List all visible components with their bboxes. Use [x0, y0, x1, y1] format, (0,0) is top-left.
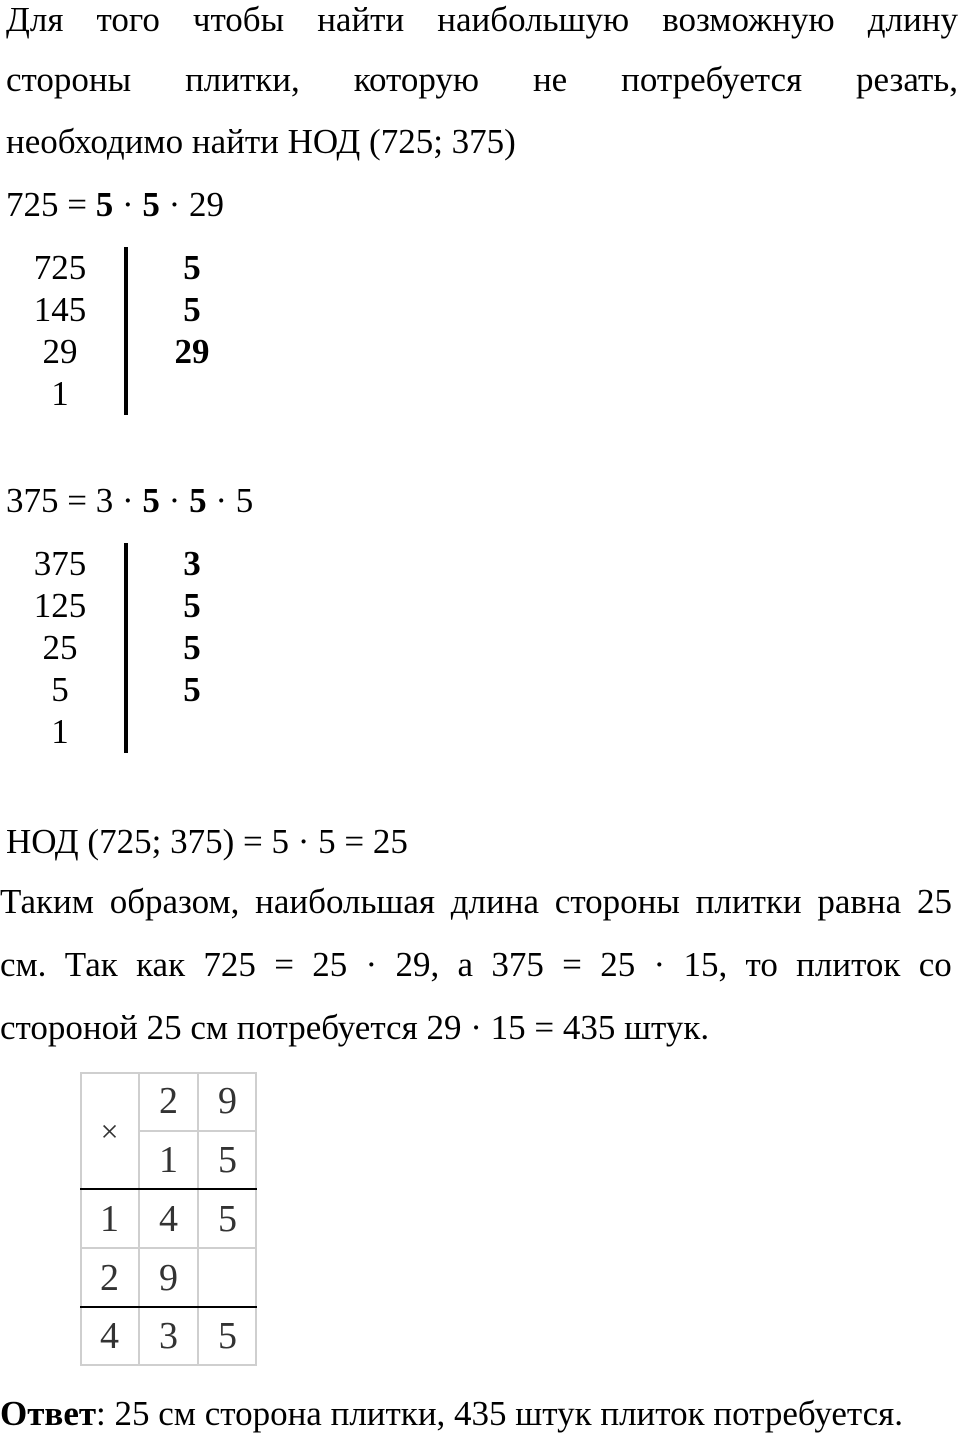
word: возможную — [662, 0, 835, 39]
divider-line — [124, 247, 128, 415]
word: найти — [317, 0, 405, 39]
digit-cell: 1 — [100, 1198, 119, 1240]
word: см. — [0, 945, 47, 984]
word: чтобы — [192, 0, 285, 39]
word: образом, — [109, 882, 240, 921]
column-multiplication — [80, 1072, 257, 1366]
word: Так — [64, 945, 118, 984]
word: 25 — [312, 945, 348, 984]
digit-cell: 4 — [100, 1315, 119, 1357]
word: 15, — [683, 945, 728, 984]
word: то — [745, 945, 778, 984]
word: = — [562, 945, 582, 984]
word: 725 — [203, 945, 256, 984]
eq-text: · 5 — [206, 481, 254, 520]
conclusion-line-3: стороной 25 см потребуется 29 · 15 = 435 штук. — [0, 1008, 710, 1047]
eq-text: · — [159, 481, 190, 520]
word: наибольшая — [255, 882, 435, 921]
word: потребуется — [621, 60, 803, 99]
word: 29, — [395, 945, 440, 984]
dividend: 5 — [51, 670, 69, 709]
word: не — [532, 60, 568, 99]
prime-factor: 5 — [183, 628, 201, 667]
word: 25 — [600, 945, 636, 984]
digit-cell — [198, 1249, 257, 1308]
digit-cell: 5 — [218, 1315, 237, 1357]
eq-factor: 5 — [189, 481, 207, 520]
dividend: 145 — [33, 290, 87, 329]
word: наибольшую — [437, 0, 630, 39]
prime-factor: 5 — [183, 248, 201, 287]
equation-725 — [6, 185, 224, 225]
eq-factor: 5 — [142, 185, 160, 224]
word: плитки, — [185, 60, 300, 99]
word: которую — [353, 60, 480, 99]
digit-cell: 4 — [159, 1198, 178, 1240]
word: = — [274, 945, 294, 984]
times-sign: × — [100, 1113, 119, 1149]
word: · — [653, 945, 666, 984]
digit-cell: 5 — [218, 1139, 237, 1181]
word: длину — [867, 0, 958, 39]
conclusion-line-2 — [0, 945, 952, 985]
word: плитки — [695, 882, 802, 921]
intro-line-3: необходимо найти НОД (725; 375) — [6, 122, 516, 161]
dividend: 29 — [42, 332, 78, 371]
word: 375 — [491, 945, 544, 984]
dividend: 375 — [33, 544, 87, 583]
word: того — [96, 0, 160, 39]
intro-line-1 — [6, 0, 958, 40]
word: длина — [450, 882, 540, 921]
word: равна — [817, 882, 902, 921]
digit-cell: 1 — [159, 1139, 178, 1181]
digit-cell: 9 — [159, 1257, 178, 1299]
word: Таким — [0, 882, 94, 921]
word: плиток — [796, 945, 901, 984]
dividend: 125 — [33, 586, 87, 625]
answer-text: : 25 см сторона плитки, 435 штук плиток потребуется. — [96, 1394, 904, 1433]
word: Для — [6, 0, 64, 39]
digit-cell: 9 — [218, 1080, 237, 1122]
divider-line — [124, 543, 128, 753]
word: 25 — [916, 882, 952, 921]
word: · — [365, 945, 378, 984]
word: а — [457, 945, 474, 984]
word: стороны — [554, 882, 680, 921]
eq-text: 375 = 3 · — [6, 481, 143, 520]
eq-text: · — [113, 185, 143, 224]
prime-factor: 5 — [183, 290, 201, 329]
dividend: 1 — [51, 374, 69, 413]
conclusion-line-1 — [0, 882, 952, 922]
digit-cell: 2 — [159, 1080, 178, 1122]
word: резать, — [856, 60, 958, 99]
answer-label: Ответ — [0, 1394, 97, 1433]
digit-cell: 5 — [218, 1198, 237, 1240]
eq-text: 725 = — [6, 185, 96, 224]
intro-line-2 — [6, 60, 958, 100]
word: как — [136, 945, 186, 984]
eq-factor: 5 — [142, 481, 160, 520]
prime-factor: 5 — [183, 670, 201, 709]
digit-cell: 2 — [100, 1257, 119, 1299]
digit-cell: 3 — [159, 1315, 178, 1357]
prime-factor: 3 — [183, 544, 201, 583]
eq-text: · 29 — [159, 185, 225, 224]
dividend: 725 — [33, 248, 87, 287]
gcd-result: НОД (725; 375) = 5 · 5 = 25 — [6, 822, 408, 861]
dividend: 1 — [51, 712, 69, 751]
word: со — [918, 945, 952, 984]
answer — [0, 1394, 903, 1434]
prime-factor: 5 — [183, 586, 201, 625]
dividend: 25 — [42, 628, 78, 667]
prime-factor: 29 — [174, 332, 210, 371]
eq-factor: 5 — [95, 185, 114, 224]
equation-375 — [6, 481, 253, 521]
word: стороны — [6, 60, 132, 99]
